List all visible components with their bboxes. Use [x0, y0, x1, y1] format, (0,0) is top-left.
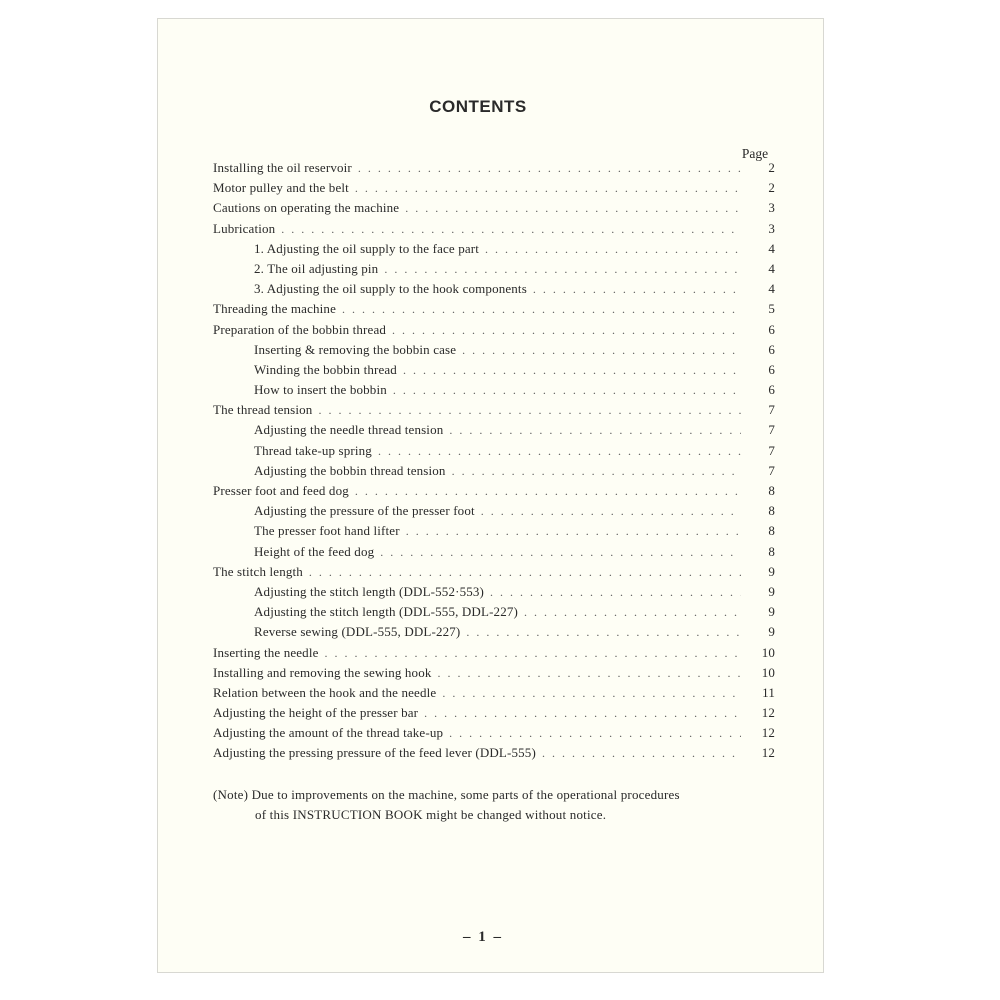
- toc-entry: [213, 624, 775, 644]
- dot-leader: [481, 504, 741, 519]
- toc-entry: [213, 261, 775, 281]
- toc-entry-page: 9: [768, 624, 775, 640]
- toc-entry: [213, 362, 775, 382]
- toc-entry-label: Installing the oil reservoir: [213, 160, 352, 175]
- page-column-header: Page: [741, 146, 769, 161]
- toc-entry-page: 12: [761, 745, 775, 761]
- dot-leader: [392, 323, 741, 338]
- toc-entry: [213, 483, 775, 503]
- toc-entry: [213, 685, 775, 705]
- dot-leader: [490, 585, 741, 600]
- toc-entry: [213, 523, 775, 543]
- toc-entry-page: 12: [761, 705, 775, 721]
- toc-entry-page: 7: [768, 442, 775, 458]
- toc-entry-page: 3: [768, 200, 775, 216]
- toc-entry: [213, 322, 775, 342]
- toc-entry: [213, 221, 775, 241]
- toc-entry: [213, 604, 775, 624]
- toc-entry-page: 7: [768, 402, 775, 418]
- toc-entry-page: 11: [762, 684, 775, 700]
- toc-entry-label: Reverse sewing (DDL-555, DDL-227): [254, 624, 461, 640]
- toc-entry-page: 8: [768, 503, 775, 519]
- toc-entry-label: How to insert the bobbin: [254, 382, 387, 398]
- toc-entry-label: Adjusting the stitch length (DDL-555, DDL-227): [254, 604, 518, 620]
- toc-entry: [213, 402, 775, 422]
- toc-entry: [213, 382, 775, 402]
- toc-entry-page: 7: [768, 462, 775, 478]
- dot-leader: [405, 201, 741, 216]
- toc-entry-label: Height of the feed dog: [254, 543, 375, 559]
- dot-leader: [355, 181, 741, 196]
- toc-entry-label: Adjusting the bobbin thread tension: [254, 462, 446, 478]
- toc-entry: [213, 564, 775, 584]
- toc-entry-page: 6: [768, 321, 775, 337]
- dot-leader: [358, 161, 741, 176]
- toc-entry-label: 1. Adjusting the oil supply to the face part: [254, 240, 480, 256]
- dot-leader: [452, 464, 741, 479]
- toc-entry-page: 6: [768, 382, 775, 398]
- dot-leader: [462, 343, 741, 358]
- document-page: [157, 18, 824, 973]
- page-number: – 1 –: [463, 929, 503, 945]
- toc-entry-label: Inserting the needle: [213, 644, 319, 660]
- dot-leader: [403, 363, 741, 378]
- dot-leader: [342, 302, 741, 317]
- toc-entry: [213, 705, 775, 725]
- page-title: CONTENTS: [429, 97, 527, 116]
- toc-entry-page: 2: [768, 160, 775, 175]
- toc-entry: [213, 544, 775, 564]
- note: [213, 787, 773, 823]
- toc-entry-label: The thread tension: [213, 402, 313, 418]
- dot-leader: [524, 605, 741, 620]
- toc-entry-label: Inserting & removing the bobbin case: [254, 341, 457, 357]
- toc-entry-label: 2. The oil adjusting pin: [254, 260, 379, 276]
- note-line-1: (Note) Due to improvements on the machine, some parts of the operational procedures: [213, 787, 680, 802]
- toc-entry-page: 4: [768, 240, 775, 256]
- toc-entry: [213, 160, 775, 180]
- dot-leader: [355, 484, 741, 499]
- toc-entry-label: Adjusting the pressing pressure of the feed lever (DDL-555): [213, 745, 536, 761]
- toc-entry-label: Adjusting the height of the presser bar: [213, 705, 419, 721]
- dot-leader: [325, 646, 741, 661]
- toc-entry-label: Installing and removing the sewing hook: [213, 664, 432, 680]
- dot-leader: [318, 403, 741, 418]
- dot-leader: [406, 524, 741, 539]
- toc-entry-page: 3: [768, 220, 775, 236]
- toc-entry: [213, 503, 775, 523]
- toc-entry-label: Motor pulley and the belt: [213, 180, 349, 196]
- dot-leader: [378, 444, 741, 459]
- toc-entry: [213, 342, 775, 362]
- toc-entry: [213, 180, 775, 200]
- dot-leader: [309, 565, 741, 580]
- toc-entry-label: Presser foot and feed dog: [213, 483, 349, 498]
- toc-entry-page: 6: [768, 361, 775, 377]
- dot-leader: [424, 706, 741, 721]
- dot-leader: [380, 545, 741, 560]
- toc-entry-label: Adjusting the amount of the thread take-up: [213, 725, 444, 741]
- dot-leader: [384, 262, 741, 277]
- toc-entry-label: Adjusting the pressure of the presser foot: [254, 503, 475, 519]
- dot-leader: [466, 625, 741, 640]
- toc-entry-label: Preparation of the bobbin thread: [213, 321, 387, 337]
- toc-entry-label: Threading the machine: [213, 301, 336, 317]
- toc-entry-page: 2: [768, 180, 775, 196]
- toc-entry-label: The stitch length: [213, 563, 303, 579]
- dot-leader: [281, 222, 741, 237]
- toc-entry: [213, 463, 775, 483]
- toc-entry-page: 10: [761, 664, 775, 680]
- toc-entry: [213, 645, 775, 665]
- toc-entry-page: 9: [768, 563, 775, 579]
- toc-entry-page: 6: [768, 341, 775, 357]
- toc-entry-label: The presser foot hand lifter: [254, 523, 400, 539]
- toc-entry: [213, 281, 775, 301]
- toc-entry: [213, 443, 775, 463]
- toc-entry: [213, 200, 775, 220]
- toc-entry-page: 7: [768, 422, 775, 438]
- toc-entry-page: 8: [768, 483, 775, 498]
- toc-entry-page: 9: [768, 583, 775, 599]
- dot-leader: [485, 242, 741, 257]
- toc-entry: [213, 422, 775, 442]
- toc-entry: [213, 301, 775, 321]
- toc-entry-page: 4: [768, 281, 775, 297]
- toc-entry: [213, 665, 775, 685]
- toc-entry-label: Winding the bobbin thread: [254, 361, 397, 377]
- toc-entry-label: 3. Adjusting the oil supply to the hook components: [254, 281, 527, 297]
- toc-entry-label: Cautions on operating the machine: [213, 200, 400, 216]
- dot-leader: [542, 746, 741, 761]
- toc-entry-label: Thread take-up spring: [254, 442, 372, 458]
- toc-entry-label: Relation between the hook and the needle: [213, 684, 437, 700]
- toc-entry-page: 8: [768, 543, 775, 559]
- dot-leader: [533, 282, 741, 297]
- toc-entry: [213, 584, 775, 604]
- toc-entry: [213, 745, 775, 765]
- dot-leader: [449, 423, 741, 438]
- dot-leader: [442, 686, 741, 701]
- toc-entry-label: Lubrication: [213, 220, 276, 236]
- toc-entry-page: 10: [761, 644, 775, 660]
- toc-entry-label: Adjusting the stitch length (DDL-552·553): [254, 583, 485, 599]
- toc-entry-page: 12: [761, 725, 775, 741]
- table-of-contents: [213, 160, 775, 766]
- dot-leader: [449, 726, 741, 741]
- note-line-2: of this INSTRUCTION BOOK might be changed without notice.: [255, 807, 607, 822]
- toc-entry-page: 4: [768, 260, 775, 276]
- toc-entry-page: 8: [768, 523, 775, 539]
- toc-entry: [213, 725, 775, 745]
- dot-leader: [438, 666, 741, 681]
- toc-entry-page: 5: [768, 301, 775, 317]
- toc-entry-label: Adjusting the needle thread tension: [254, 422, 444, 438]
- toc-entry-page: 9: [768, 604, 775, 620]
- dot-leader: [393, 383, 741, 398]
- toc-entry: [213, 241, 775, 261]
